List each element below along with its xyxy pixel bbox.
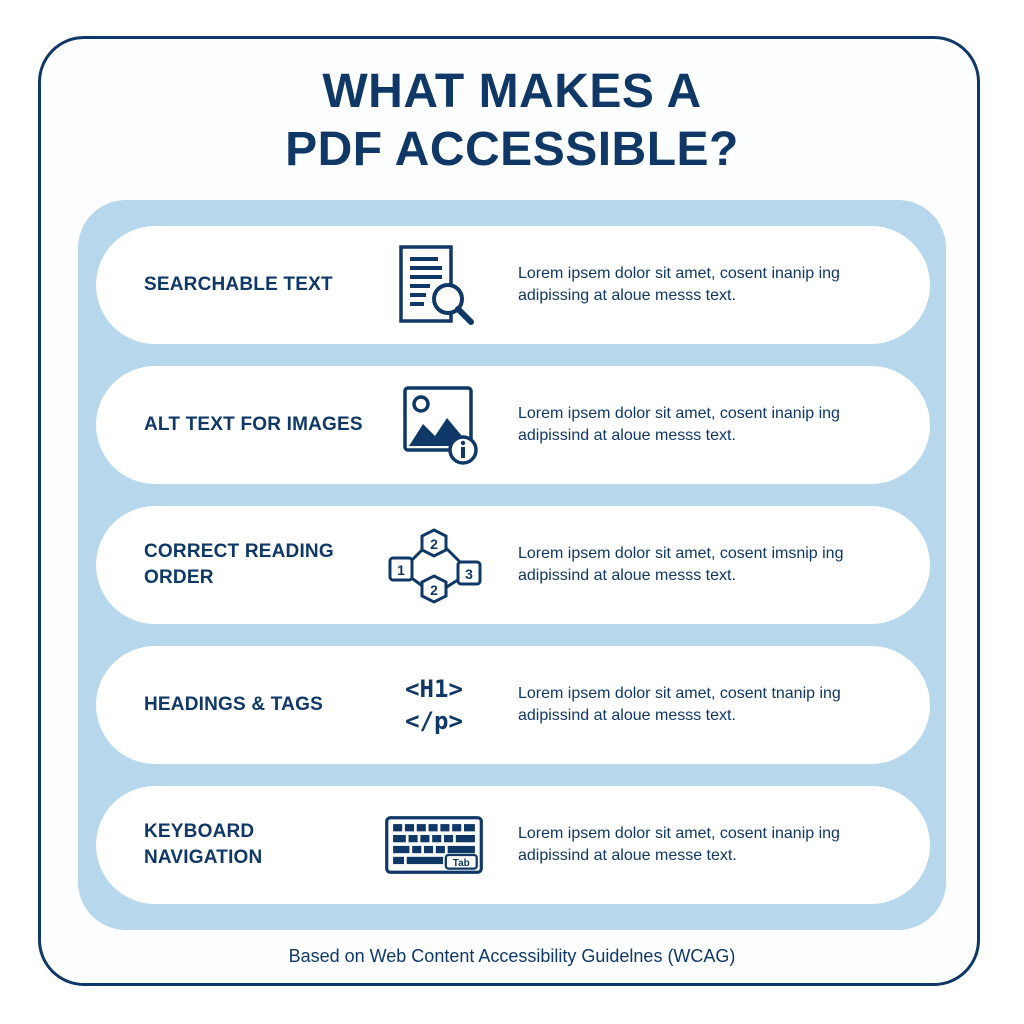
feature-description: Lorem ipsem dolor sit amet, cosent inanip ing adipissind at aloue messs text. (518, 405, 840, 444)
page-title (0, 64, 1024, 180)
tab-key-label: Tab (452, 857, 470, 869)
reading-order-icon (384, 524, 484, 606)
image-info-icon (384, 384, 484, 466)
feature-row-headings-tags (96, 646, 930, 764)
feature-label: ALT TEXT FOR IMAGES (144, 414, 363, 435)
feature-row-keyboard-navigation (96, 786, 930, 904)
keyboard-icon (384, 804, 484, 886)
feature-label: HEADINGS & TAGS (144, 694, 323, 715)
feature-description: Lorem ipsem dolor sit amet, cosent tnanip ing adipissind at aloue messs text. (518, 685, 841, 724)
feature-description: Lorem ipsem dolor sit amet, cosent inanip ing adipissind at aloue messe text. (518, 825, 840, 864)
feature-description: Lorem ipsem dolor sit amet, cosent inanip ing adipissing at aloue messs text. (518, 265, 840, 304)
code-tag-h1: <H1> (405, 675, 463, 703)
feature-description: Lorem ipsem dolor sit amet, cosent imsnip ing adipissind at aloue messs text. (518, 545, 844, 584)
feature-label: KEYBOARD NAVIGATION (144, 821, 263, 868)
code-tags-icon (384, 664, 484, 746)
order-number-2b: 2 (430, 582, 438, 598)
order-number-2: 2 (430, 536, 438, 552)
feature-label: CORRECT READING ORDER (144, 541, 334, 588)
feature-row-alt-text (96, 366, 930, 484)
order-number-3: 3 (465, 566, 473, 582)
feature-row-reading-order (96, 506, 930, 624)
footer-note: Based on Web Content Accessibility Guidelnes (WCAG) (288, 946, 736, 966)
title-line-1: WHAT MAKES A (322, 65, 702, 118)
code-tag-p: </p> (405, 707, 463, 735)
feature-label: SEARCHABLE TEXT (144, 274, 333, 295)
title-line-2: PDF ACCESSIBLE? (285, 123, 739, 176)
feature-row-searchable-text (96, 226, 930, 344)
document-search-icon (384, 244, 484, 326)
order-number-1: 1 (397, 562, 405, 578)
